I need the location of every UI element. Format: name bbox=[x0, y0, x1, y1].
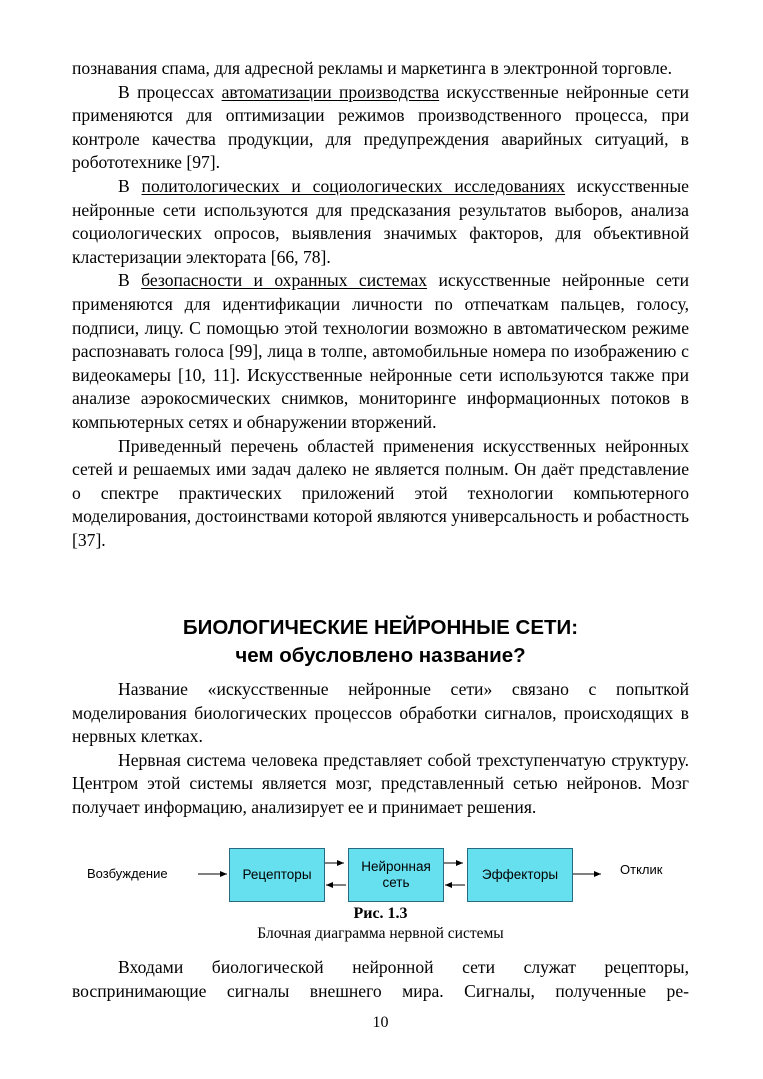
paragraph-automation bbox=[72, 81, 689, 175]
text-fragment: искусственные нейронные сети применяются для идентификации личности по отпечаткам пальцев, голосу, подписи, лицу. С помощью этой технологии возможно в автоматическом режиме распознавать голоса [99], лица в толпе, автомобильные номера по изображению с видеокамеры [10, 11]. Искусственные нейронные сети используются также при анализе аэрокосмических снимков, мониторинге информационных потоков в компьютерных сетях и обнаружении вторжений. bbox=[72, 270, 689, 432]
text-fragment: В bbox=[118, 270, 142, 291]
underlined-term-automation: автоматизации производства bbox=[221, 81, 440, 102]
text-block-top bbox=[72, 57, 689, 552]
figure-caption: Блочная диаграмма нервной системы bbox=[257, 925, 504, 942]
effectors-box: Эффекторы bbox=[467, 848, 573, 902]
text-fragment: искусственные нейронные сети применяются для оптимизации режимов производственного процесса, при контроле качества продукции, для предупреждения аварийных ситуаций, в робототехнике [97]. bbox=[72, 81, 689, 173]
paragraph-security bbox=[72, 269, 689, 434]
paragraph-politology bbox=[72, 175, 689, 269]
network-label-line-1: Нейронная bbox=[361, 859, 431, 874]
paragraph-inputs: Входами биологической нейронной сети служат рецепторы, воспринимающие сигналы внешнего мира. Сигналы, полученные ре- bbox=[72, 957, 689, 1001]
section-heading bbox=[72, 614, 689, 670]
block-diagram bbox=[72, 840, 689, 910]
input-label: Возбуждение bbox=[87, 866, 168, 881]
heading-line-1: БИОЛОГИЧЕСКИЕ НЕЙРОННЫЕ СЕТИ: bbox=[182, 616, 579, 639]
text-fragment: В процессах bbox=[118, 81, 222, 102]
underlined-term-security: безопасности и охранных системах bbox=[141, 270, 428, 291]
text-block-middle bbox=[72, 678, 689, 820]
paragraph-nervous-system: Нервная система человека представляет собой трехступенчатую структуру. Центром этой системы является мозг, представленный сетью нейронов. Мозг получает информацию, анализирует ее и принимает решения. bbox=[72, 749, 689, 817]
paragraph-name-origin: Название «искусственные нейронные сети» связано с попыткой моделирования биологических процессов обработки сигналов, происходящих в нервных клетках. bbox=[72, 679, 689, 747]
neural-network-box bbox=[348, 848, 444, 902]
heading-line-2: чем обусловлено название? bbox=[235, 644, 526, 667]
paragraph-summary: Приведенный перечень областей применения искусственных нейронных сетей и решаемых ими задач далеко не является полным. Он даёт представление о спектре практических приложений этой технологии компьютерного моделирования, достоинствами которой являются универсальность и робастность [37]. bbox=[72, 435, 689, 550]
page-number: 10 bbox=[372, 1014, 389, 1031]
text-fragment: В bbox=[118, 175, 142, 196]
receptors-box: Рецепторы bbox=[229, 848, 325, 902]
paragraph-spam: познавания спама, для адресной рекламы и маркетинга в электронной торговле. bbox=[72, 58, 672, 78]
output-label: Отклик bbox=[620, 862, 663, 877]
network-label-line-2: сеть bbox=[382, 875, 410, 890]
text-block-bottom bbox=[72, 956, 689, 1003]
text-fragment: искусственные нейронные сети используются для предсказания результатов выборов, анализа социологических опросов, выявления значимых факторов, для объективной кластеризации электората [66, 78]. bbox=[72, 175, 689, 267]
underlined-term-politology: политологических и социологических исследованиях bbox=[141, 175, 566, 196]
figure-number: Рис. 1.3 bbox=[353, 905, 408, 922]
